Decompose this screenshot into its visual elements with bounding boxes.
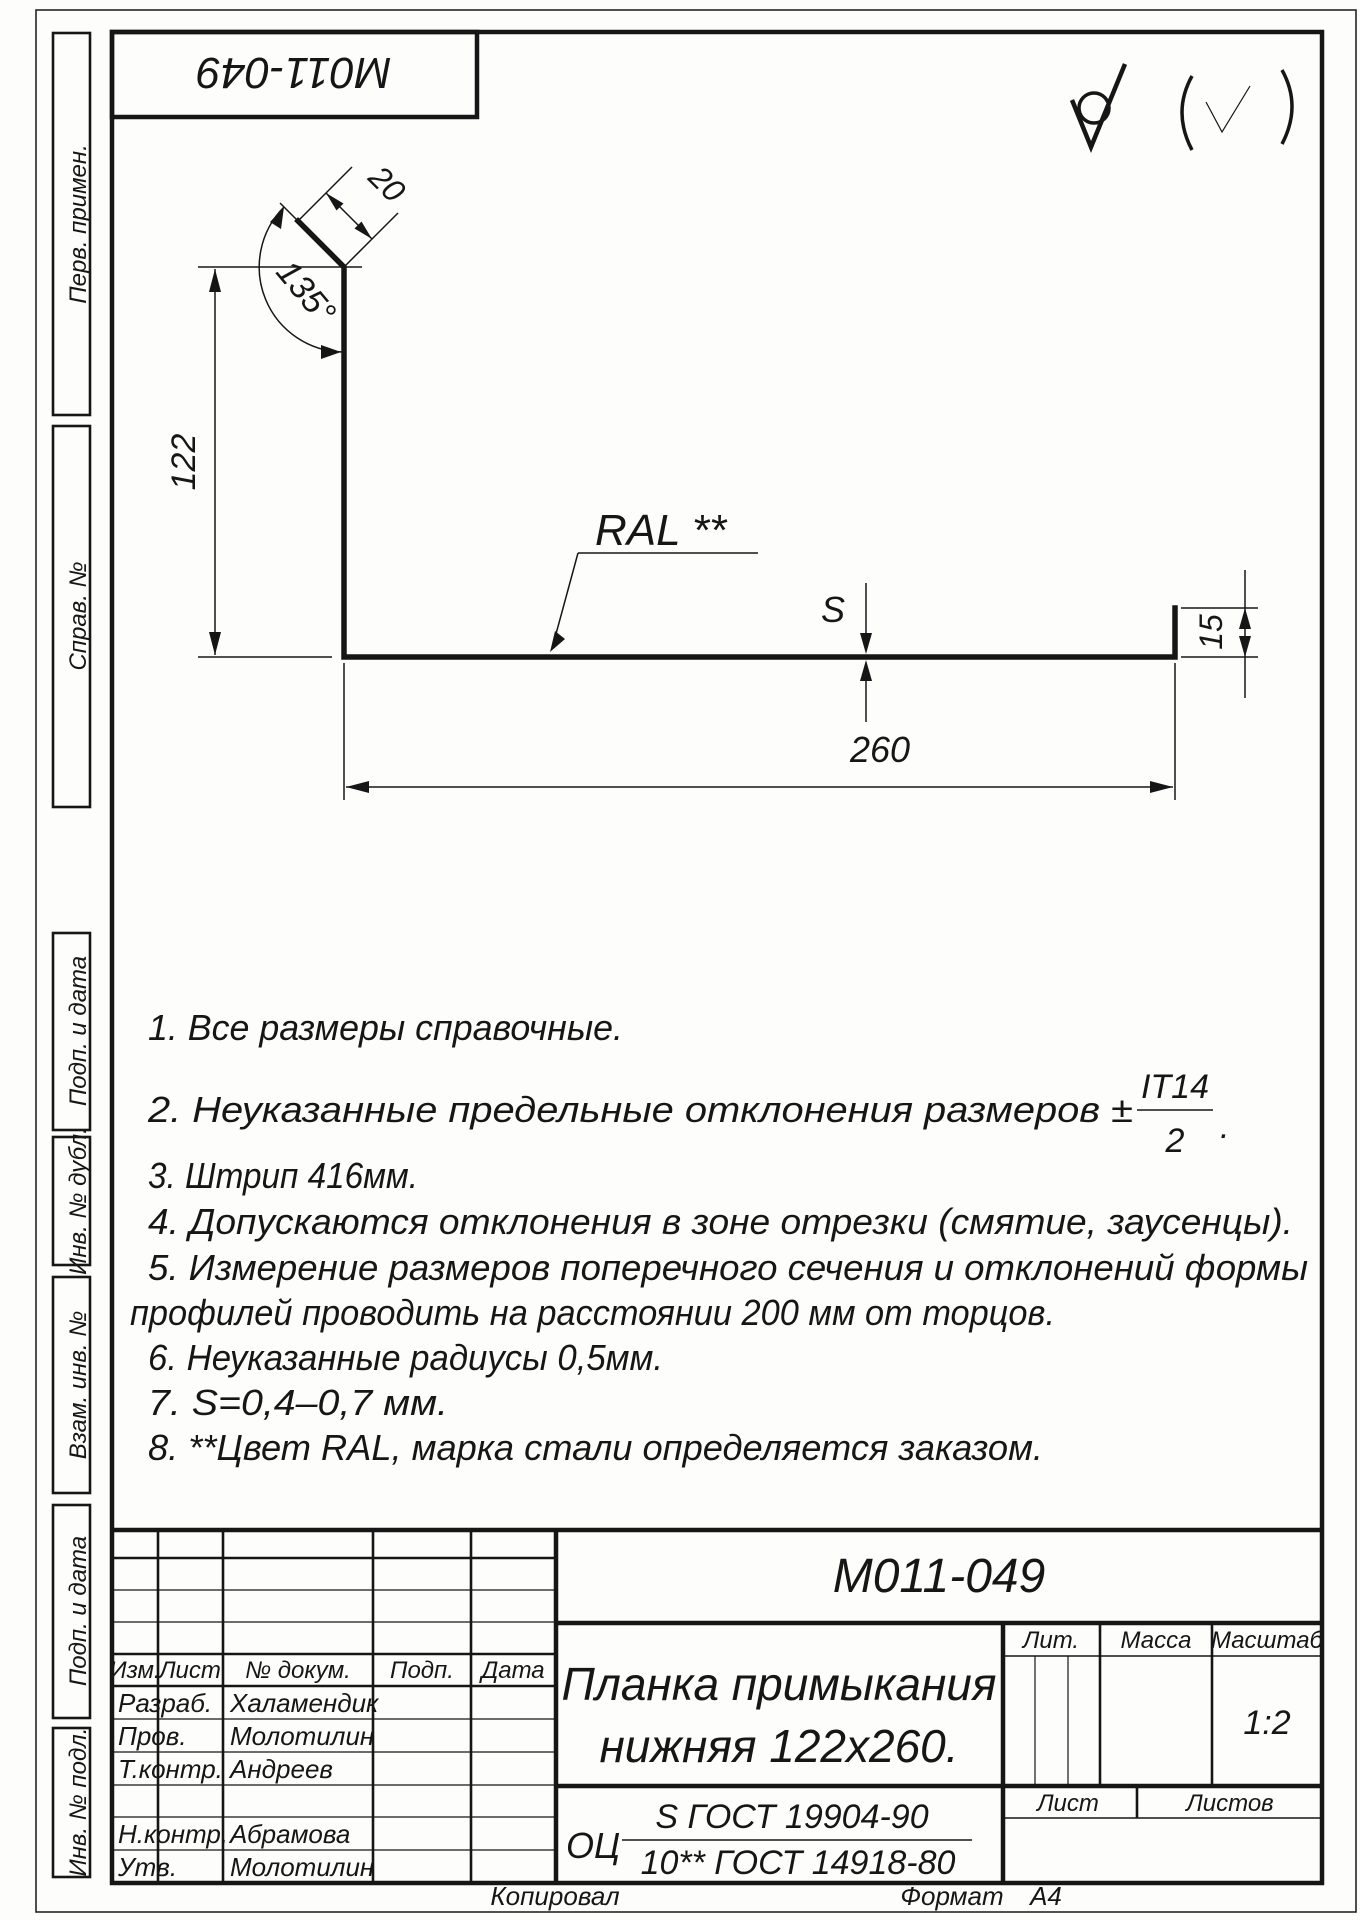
rev-izm: Изм.: [109, 1657, 161, 1684]
format-label: Формат: [900, 1881, 1004, 1911]
rev-doc: № докум.: [245, 1657, 351, 1684]
format-value: А4: [1030, 1881, 1062, 1911]
profile-outline: [298, 221, 1175, 657]
small-check-icon: [1206, 86, 1250, 132]
sign-name: Халамендик: [230, 1688, 379, 1718]
sign-name: Андреев: [230, 1754, 333, 1784]
note-8: 8. **Цвет RAL, марка стали определяется заказом.: [148, 1427, 1043, 1468]
sidebar-label: Перв. примен.: [65, 144, 92, 304]
sidebar-label: Взам. инв. №: [65, 1310, 92, 1460]
dim-20-label: 20: [361, 158, 413, 210]
sidebar-label: Подп. и дата: [65, 955, 92, 1107]
material-denominator: 10** ГОСТ 14918-80: [640, 1844, 956, 1882]
massa-label: Масса: [1120, 1627, 1192, 1654]
sign-role: Т.контр.: [118, 1754, 223, 1784]
sidebar: [53, 33, 92, 1877]
dim-122-label: 122: [165, 433, 203, 491]
kopiroval-label: Копировал: [490, 1881, 620, 1911]
arrowhead: [860, 633, 872, 654]
profile-view: [298, 221, 1175, 657]
arrowhead: [550, 631, 565, 652]
arrowhead: [346, 781, 369, 793]
sign-name: Абрамова: [230, 1819, 351, 1849]
sidebar-label: Справ. №: [65, 561, 92, 671]
sign-role: Пров.: [118, 1721, 187, 1751]
dim-s-label: S: [820, 589, 846, 630]
arrowhead: [1150, 781, 1173, 793]
material-prefix: ОЦ: [566, 1825, 621, 1866]
sidebar-label: Инв. № дубл.: [65, 1127, 92, 1275]
title-block: [109, 1530, 1324, 1883]
arrowhead: [209, 269, 221, 292]
sign-role: Утв.: [118, 1852, 178, 1882]
lit-label: Лит.: [1022, 1627, 1080, 1654]
paren-open-icon: [1182, 76, 1192, 150]
dim-15-label: 15: [1193, 614, 1229, 650]
dim-260-label: 260: [849, 729, 911, 770]
notes: [130, 1007, 1308, 1468]
arrowhead: [270, 207, 284, 229]
note-7: 7. S=0,4–0,7 мм.: [148, 1382, 448, 1423]
rev-podp: Подп.: [390, 1657, 454, 1684]
no-machining-circle-icon: [1079, 93, 1109, 123]
note-3: 3. Штрип 416мм.: [148, 1155, 418, 1196]
stamp-doc-number: М011-049: [196, 48, 392, 97]
sidebar-label: Подп. и дата: [65, 1535, 92, 1687]
arrowhead: [1239, 608, 1251, 629]
extension-line: [298, 167, 352, 221]
arrowhead: [860, 660, 872, 681]
note-5-line1: 5. Измерение размеров поперечного сечения и отклонений формы: [148, 1247, 1308, 1288]
paren-close-icon: [1282, 70, 1292, 144]
note-6: 6. Неуказанные радиусы 0,5мм.: [148, 1337, 663, 1378]
note-5-line2: профилей проводить на расстоянии 200 мм от торцов.: [130, 1292, 1055, 1333]
dim-angle-label: 135°: [268, 253, 343, 332]
scale-value: 1:2: [1243, 1704, 1291, 1742]
note-4: 4. Допускаются отклонения в зоне отрезки (смятие, заусенцы).: [148, 1201, 1293, 1242]
surface-finish-icon: [1072, 64, 1292, 150]
top-stamp: [112, 32, 477, 117]
note-1: 1. Все размеры справочные.: [148, 1007, 623, 1048]
arrowhead: [1239, 636, 1251, 657]
material-spec: [566, 1798, 972, 1882]
sidebar-label: Инв. № подл.: [65, 1727, 92, 1877]
part-title-line2: нижняя 122х260.: [599, 1720, 959, 1772]
material-numerator: S ГОСТ 19904-90: [655, 1798, 929, 1836]
note-2-fraction-denominator: 2: [1165, 1122, 1185, 1160]
doc-number: М011-049: [832, 1550, 1046, 1603]
sheet-label: Лист: [1037, 1790, 1099, 1817]
sign-name: Молотилин: [230, 1721, 375, 1751]
sign-role: Н.контр.: [118, 1819, 229, 1849]
leader-line: [553, 553, 578, 645]
rev-list: Лист: [159, 1657, 221, 1684]
note-2-tail: .: [1220, 1108, 1230, 1146]
extension-line: [344, 213, 398, 267]
arrowhead: [209, 632, 221, 655]
sign-name: Молотилин: [230, 1852, 375, 1882]
ral-label: RAL **: [595, 506, 727, 555]
note-2-fraction-numerator: IT14: [1140, 1068, 1210, 1106]
main-frame: [112, 32, 1322, 1883]
part-title-line1: Планка примыкания: [561, 1658, 997, 1710]
masshtab-label: Масштаб: [1210, 1627, 1324, 1654]
sheets-label: Листов: [1186, 1790, 1274, 1817]
footer: [490, 1881, 1062, 1911]
sign-role: Разраб.: [118, 1688, 213, 1718]
arrowhead: [321, 345, 341, 359]
revision-header: [109, 1657, 544, 1684]
rev-data: Дата: [481, 1657, 545, 1684]
note-2: 2. Неуказанные предельные отклонения размеров ±: [146, 1089, 1133, 1130]
